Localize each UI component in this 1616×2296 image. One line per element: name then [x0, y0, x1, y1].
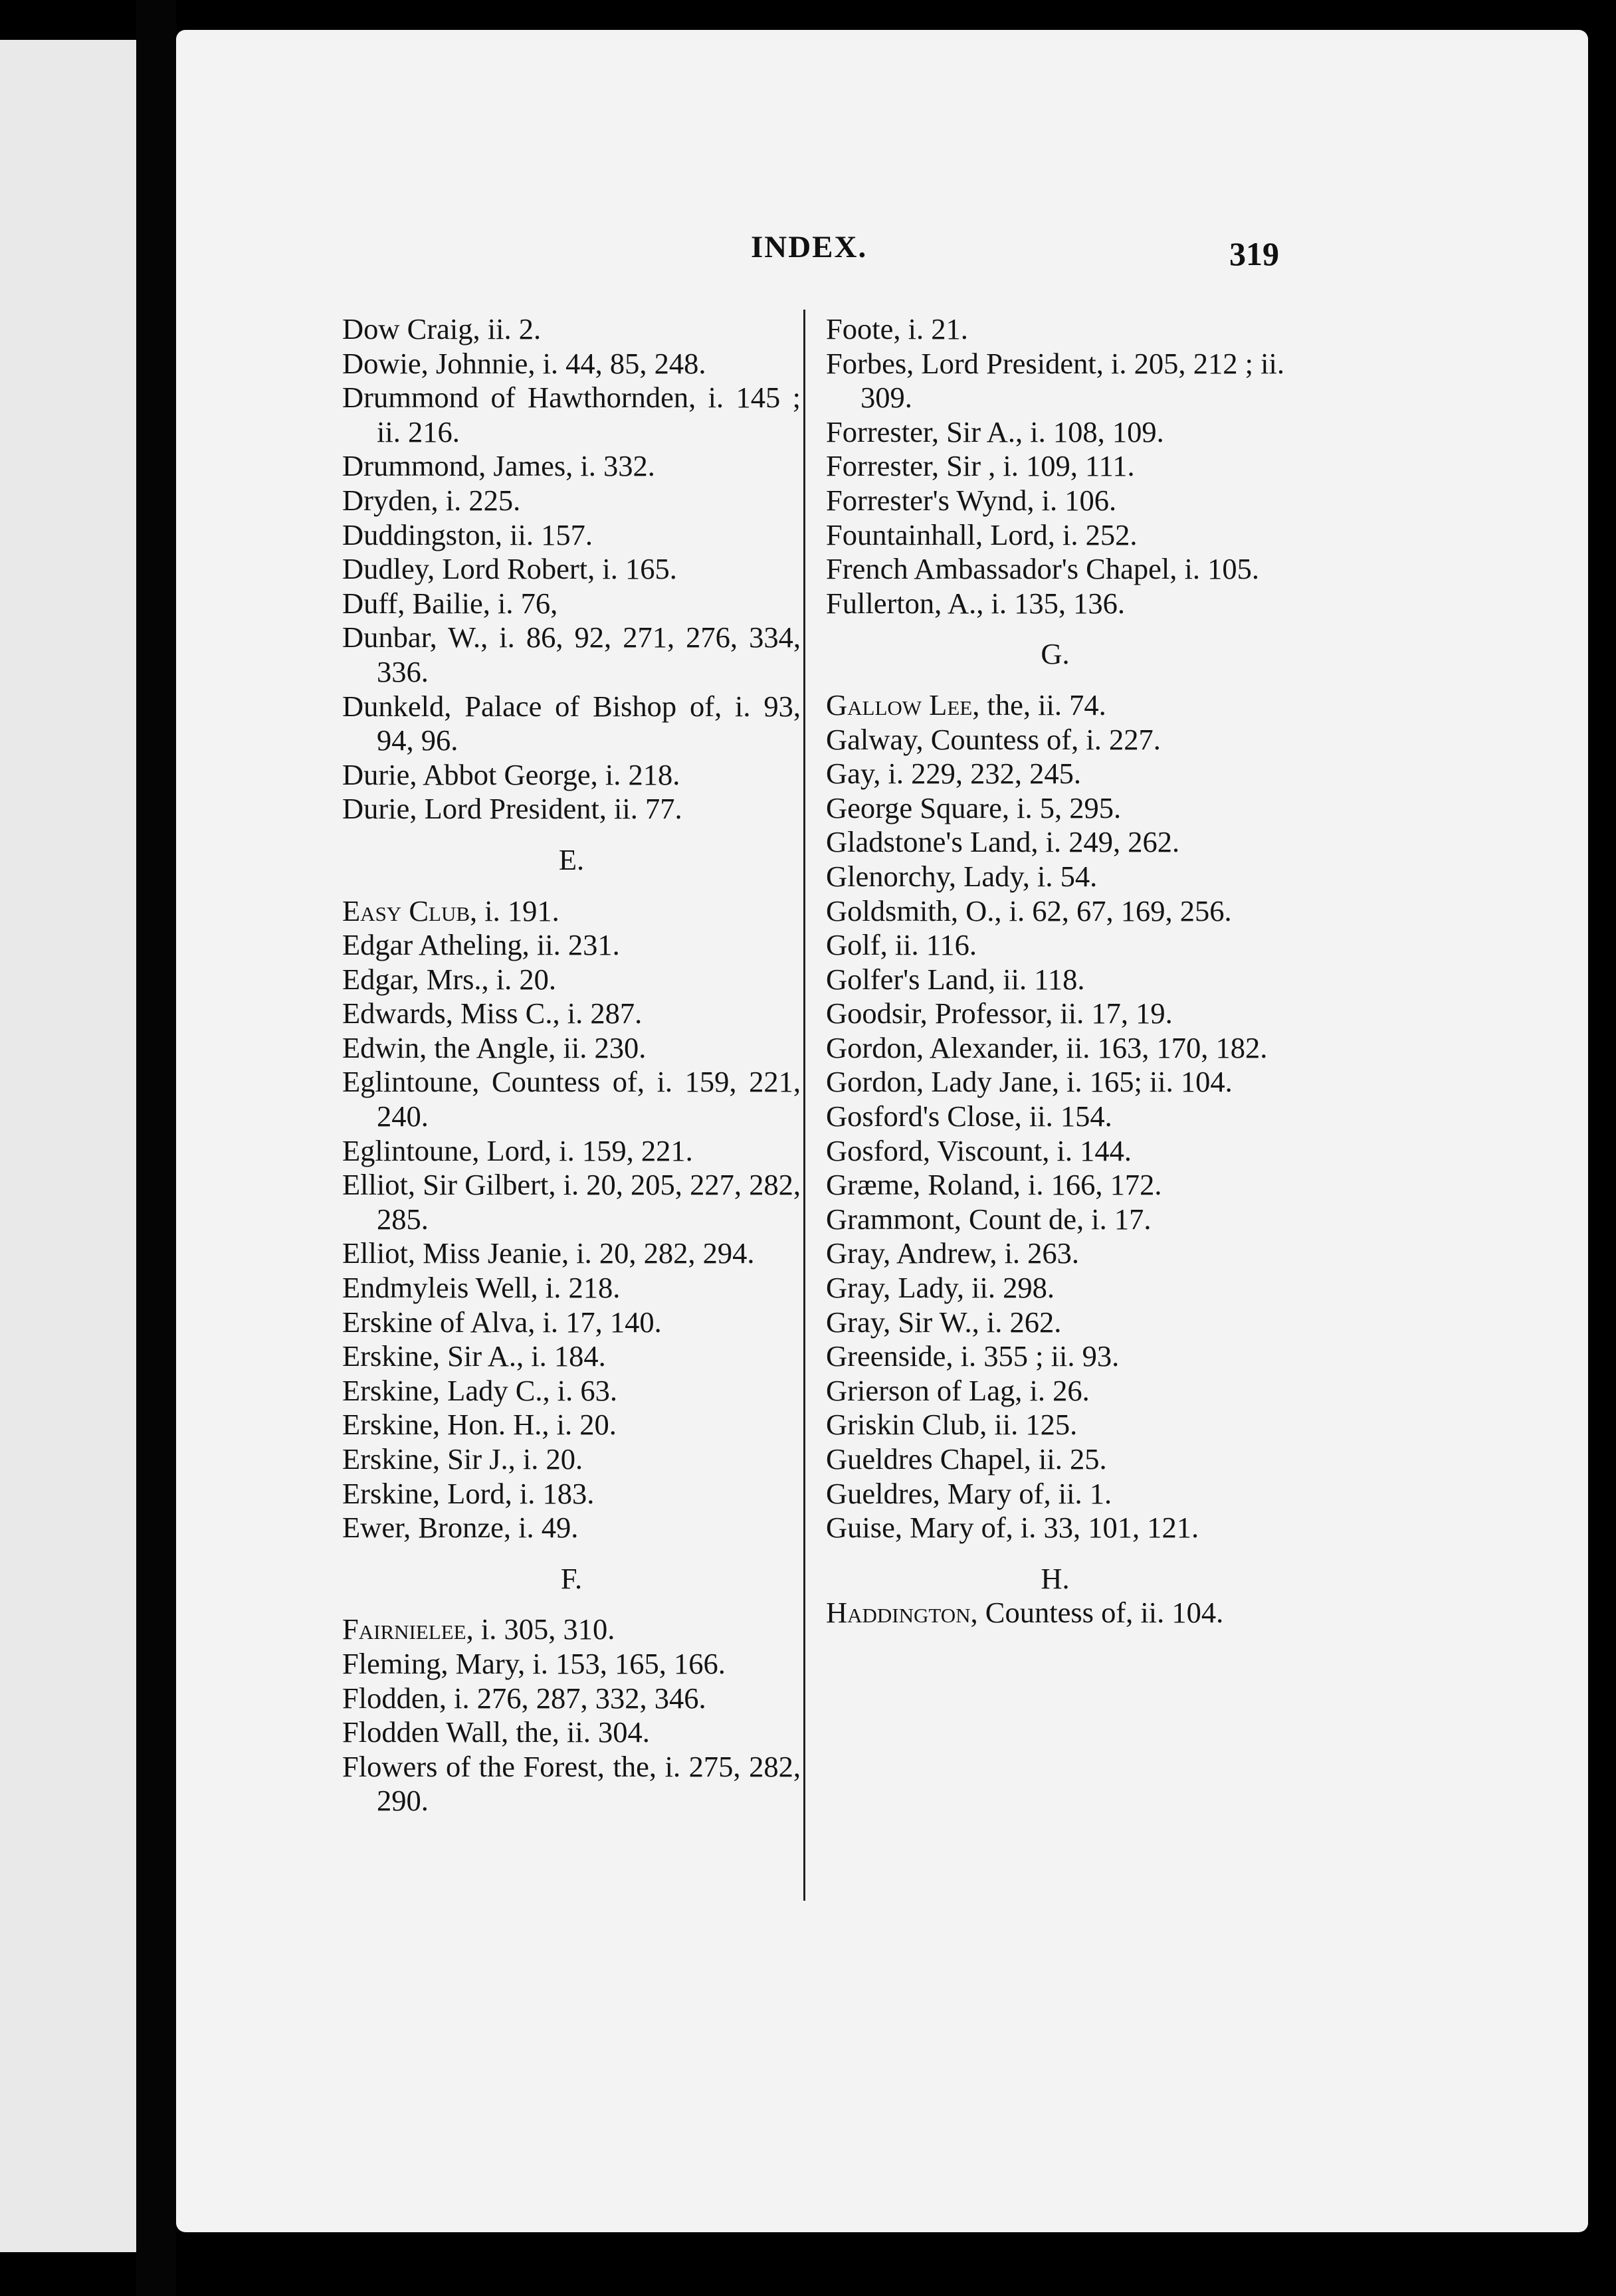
index-entry: Fleming, Mary, i. 153, 165, 166. [342, 1646, 726, 1680]
index-entry: Fountainhall, Lord, i. 252. [826, 518, 1138, 551]
book-gutter [136, 0, 176, 2296]
index-entry: Foote, i. 21. [826, 312, 968, 345]
index-entry: Gordon, Alexander, ii. 163, 170, 182. [826, 1030, 1268, 1064]
e-entries [342, 928, 801, 1545]
index-entry: Greenside, i. 355 ; ii. 93. [826, 1339, 1120, 1373]
entry-term: Fairnielee [342, 1612, 466, 1646]
index-column-left [342, 312, 801, 1818]
entry-refs: , i. 305, 310. [466, 1612, 615, 1646]
index-entry: Dowie, Johnnie, i. 44, 85, 248. [342, 346, 706, 380]
index-entry: Drummond of Hawthornden, i. 145 ; ii. 216. [342, 381, 801, 448]
index-entry: Erskine, Lady C., i. 63. [342, 1373, 618, 1407]
index-entry: Forbes, Lord President, i. 205, 212 ; ii. 309. [826, 346, 1284, 415]
index-entry: Fullerton, A., i. 135, 136. [826, 586, 1125, 620]
index-entry: Dow Craig, ii. 2. [342, 312, 542, 345]
index-entry: Golf, ii. 116. [826, 928, 977, 962]
entry-term: Easy Club [342, 894, 470, 927]
column-divider [803, 310, 805, 1901]
index-entry: Golfer's Land, ii. 118. [826, 962, 1085, 996]
index-entry: Dunbar, W., i. 86, 92, 271, 276, 334, 336. [342, 621, 801, 688]
index-entry: Edgar Atheling, ii. 231. [342, 928, 620, 962]
running-header: INDEX. [751, 230, 868, 264]
index-entry: French Ambassador's Chapel, i. 105. [826, 552, 1259, 586]
f-entries-continued [826, 312, 1284, 621]
index-entry: Gordon, Lady Jane, i. 165; ii. 104. [826, 1065, 1233, 1099]
index-entry: Flodden, i. 276, 287, 332, 346. [342, 1681, 706, 1715]
index-entry: Erskine, Sir J., i. 20. [342, 1442, 583, 1476]
index-entry: Elliot, Miss Jeanie, i. 20, 282, 294. [342, 1236, 755, 1270]
index-entry: Edwards, Miss C., i. 287. [342, 997, 643, 1030]
index-entry: Grammont, Count de, i. 17. [826, 1202, 1152, 1236]
index-entry: Flowers of the Forest, the, i. 275, 282, 290. [342, 1749, 801, 1818]
index-entry: Gueldres Chapel, ii. 25. [826, 1442, 1107, 1476]
index-entry: Dunkeld, Palace of Bishop of, i. 93, 94, 96. [342, 689, 801, 757]
index-entry: Gray, Andrew, i. 263. [826, 1236, 1080, 1270]
index-entry: Flodden Wall, the, ii. 304. [342, 1715, 650, 1749]
index-entry: Forrester's Wynd, i. 106. [826, 483, 1117, 517]
index-column-right [826, 312, 1284, 1630]
index-entry: Ewer, Bronze, i. 49. [342, 1511, 579, 1545]
index-entry: Dudley, Lord Robert, i. 165. [342, 552, 677, 586]
index-entry: Edgar, Mrs., i. 20. [342, 962, 557, 996]
index-entry: Erskine, Sir A., i. 184. [342, 1339, 606, 1373]
index-entry [342, 894, 801, 929]
section-heading-g: G. [1041, 637, 1070, 671]
index-entry: Drummond, James, i. 332. [342, 449, 655, 483]
index-entry: Gladstone's Land, i. 249, 262. [826, 825, 1180, 859]
index-entry: Græme, Roland, i. 166, 172. [826, 1168, 1162, 1202]
index-entry: Eglintoune, Lord, i. 159, 221. [342, 1133, 693, 1167]
index-entry: Erskine, Hon. H., i. 20. [342, 1408, 617, 1442]
index-entry: Endmyleis Well, i. 218. [342, 1271, 621, 1305]
index-entry: Edwin, the Angle, ii. 230. [342, 1030, 647, 1064]
index-entry: Gueldres, Mary of, ii. 1. [826, 1476, 1112, 1510]
index-entry: Forrester, Sir , i. 109, 111. [826, 449, 1135, 483]
index-entry: Elliot, Sir Gilbert, i. 20, 205, 227, 282, 285. [342, 1168, 801, 1236]
d-entries [342, 312, 801, 826]
entry-refs: , i. 191. [470, 894, 559, 927]
section-heading-e: E. [558, 842, 585, 876]
index-entry: Gosford, Viscount, i. 144. [826, 1133, 1132, 1167]
index-entry: Gay, i. 229, 232, 245. [826, 757, 1081, 791]
index-entry: Durie, Lord President, ii. 77. [342, 792, 682, 826]
f-entries [342, 1647, 801, 1818]
index-entry: Duddingston, ii. 157. [342, 518, 593, 551]
entry-term: Haddington [826, 1596, 971, 1630]
index-entry: Gray, Sir W., i. 262. [826, 1305, 1062, 1339]
index-entry: Durie, Abbot George, i. 218. [342, 757, 680, 791]
index-entry: Guise, Mary of, i. 33, 101, 121. [826, 1511, 1199, 1545]
entry-refs: , the, ii. 74. [972, 688, 1106, 721]
index-entry: Erskine, Lord, i. 183. [342, 1476, 595, 1510]
index-entry: Gray, Lady, ii. 298. [826, 1271, 1055, 1305]
index-entry: Forrester, Sir A., i. 108, 109. [826, 415, 1164, 448]
index-entry [342, 1612, 801, 1647]
index-entry: Duff, Bailie, i. 76, [342, 586, 558, 620]
index-entry: Goldsmith, O., i. 62, 67, 169, 256. [826, 894, 1232, 927]
section-heading-f: F. [560, 1561, 583, 1595]
index-entry [826, 688, 1284, 723]
index-entry: Griskin Club, ii. 125. [826, 1408, 1078, 1442]
adjacent-page-edge [0, 40, 136, 2252]
g-entries [826, 723, 1284, 1545]
index-entry: Gosford's Close, ii. 154. [826, 1100, 1112, 1133]
index-entry: Eglintoune, Countess of, i. 159, 221, 240. [342, 1065, 801, 1133]
index-entry: Grierson of Lag, i. 26. [826, 1373, 1090, 1407]
index-entry: Erskine of Alva, i. 17, 140. [342, 1305, 662, 1339]
index-entry [826, 1596, 1284, 1630]
page-number: 319 [1229, 235, 1279, 272]
section-heading-h: H. [1041, 1561, 1070, 1595]
index-entry: Glenorchy, Lady, i. 54. [826, 859, 1098, 893]
index-entry: Galway, Countess of, i. 227. [826, 722, 1161, 756]
index-entry: George Square, i. 5, 295. [826, 791, 1122, 824]
entry-refs: , Countess of, ii. 104. [970, 1596, 1224, 1630]
index-entry: Goodsir, Professor, ii. 17, 19. [826, 997, 1173, 1030]
index-entry: Dryden, i. 225. [342, 483, 521, 517]
entry-term: Gallow Lee [826, 688, 973, 721]
